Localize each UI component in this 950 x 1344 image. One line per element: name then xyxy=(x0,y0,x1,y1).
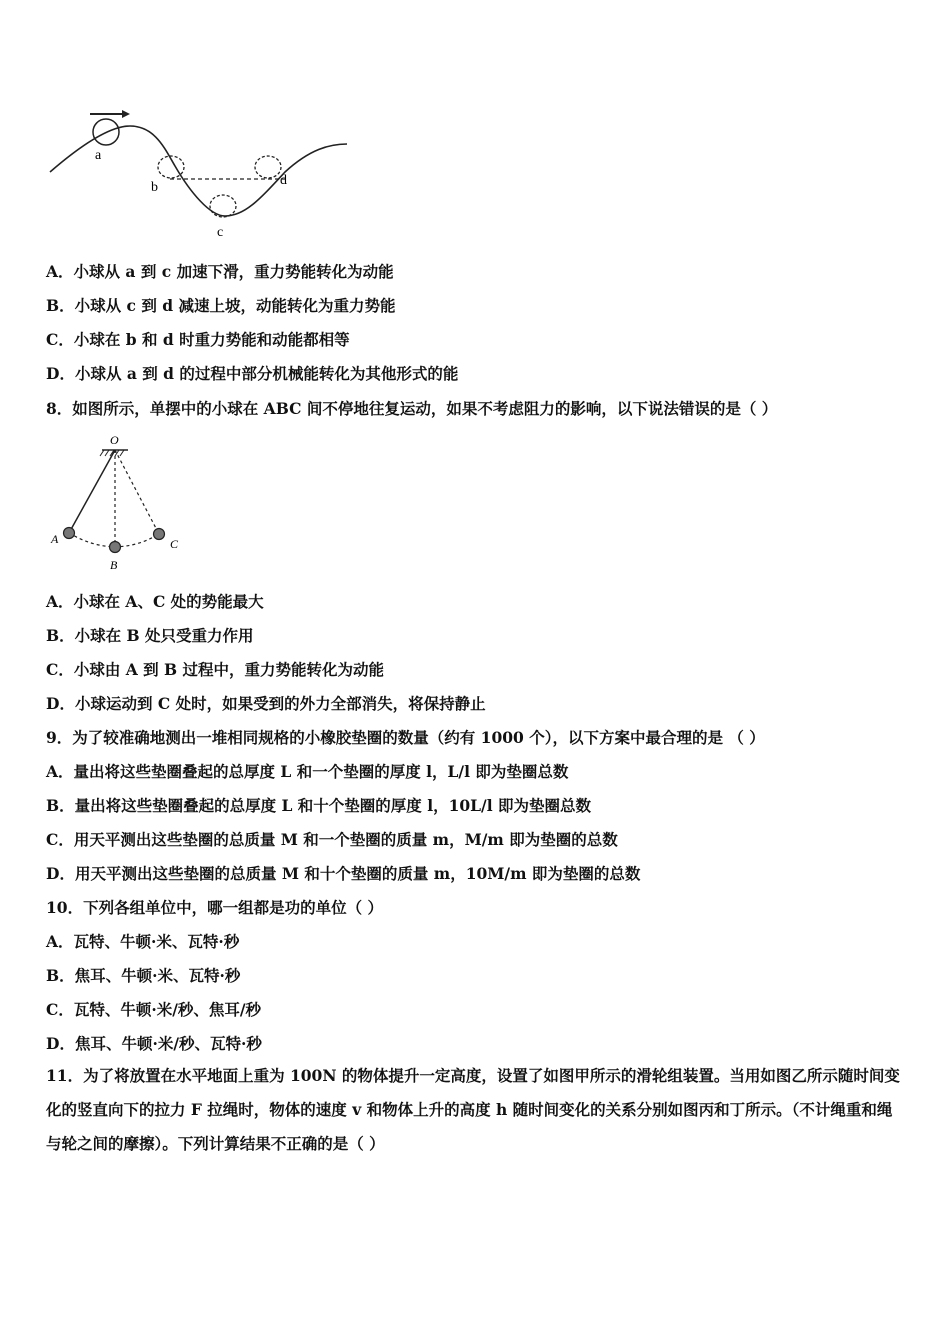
q8-option-c: C．小球由 A 到 B 过程中，重力势能转化为动能 xyxy=(46,660,385,679)
q9-option-c: C．用天平测出这些垫圈的总质量 M 和一个垫圈的质量 m，M/m 即为垫圈的总数 xyxy=(46,830,618,849)
label-c: C xyxy=(170,537,179,551)
q9-option-b: B．量出将这些垫圈叠起的总厚度 L 和十个垫圈的厚度 l，10L/l 即为垫圈总数 xyxy=(46,796,591,815)
q10-option-c: C．瓦特、牛顿·米/秒、焦耳/秒 xyxy=(46,1000,262,1019)
q9-option-d: D．用天平测出这些垫圈的总质量 M 和十个垫圈的质量 m，10M/m 即为垫圈的总数 xyxy=(46,864,641,883)
q7-option-d: D．小球从 a 到 d 的过程中部分机械能转化为其他形式的能 xyxy=(46,364,459,383)
string-c xyxy=(115,450,159,534)
q10-option-d: D．焦耳、牛顿·米/秒、瓦特·秒 xyxy=(46,1034,262,1053)
q10-option-b: B．焦耳、牛顿·米、瓦特·秒 xyxy=(46,966,241,985)
ball-c-dashed xyxy=(210,195,236,217)
q11-stem: 11．为了将放置在水平地面上重为 100N 的物体提升一定高度，设置了如图甲所示的滑轮组装置。当用如图乙所示随时间变化的竖直向下的拉力 F 拉绳时，物体的速度 v 和物体上升的高度 h 随时间变化的关系分别如图丙和丁所示。（不计绳重和绳与轮之间的摩擦）。下列计算结果不正确的是（ ） xyxy=(46,1066,900,1153)
label-c: c xyxy=(217,225,224,240)
q9-option-a: A．量出将这些垫圈叠起的总厚度 L 和一个垫圈的厚度 l，L/l 即为垫圈总数 xyxy=(46,762,569,781)
track-figure xyxy=(40,104,360,244)
q8-option-a: A．小球在 A、C 处的势能最大 xyxy=(46,592,264,611)
q10-option-a: A．瓦特、牛顿·米、瓦特·秒 xyxy=(46,932,240,951)
label-d: d xyxy=(280,173,287,188)
label-o: O xyxy=(110,433,119,447)
label-b: B xyxy=(110,558,118,572)
q10-stem: 10．下列各组单位中，哪一组都是功的单位（ ） xyxy=(46,898,383,917)
q8-option-d: D．小球运动到 C 处时，如果受到的外力全部消失，将保持静止 xyxy=(46,694,486,713)
ball-a xyxy=(64,528,75,539)
q9-stem: 9．为了较准确地测出一堆相同规格的小橡胶垫圈的数量（约有 1000 个），以下方案中最合理的是 （ ） xyxy=(46,728,765,747)
q7-option-c: C．小球在 b 和 d 时重力势能和动能都相等 xyxy=(46,330,350,349)
ball-c xyxy=(154,529,165,540)
string-a xyxy=(69,450,115,533)
arrow-head xyxy=(122,110,130,118)
q7-option-a: A．小球从 a 到 c 加速下滑，重力势能转化为动能 xyxy=(46,262,394,281)
q7-option-b: B．小球从 c 到 d 减速上坡，动能转化为重力势能 xyxy=(46,296,396,315)
pendulum-figure xyxy=(40,430,200,575)
ball-d-dashed xyxy=(255,156,281,178)
label-a: a xyxy=(95,148,102,163)
label-a: A xyxy=(51,532,59,546)
q8-option-b: B．小球在 B 处只受重力作用 xyxy=(46,626,254,645)
ball-b xyxy=(110,542,121,553)
label-b: b xyxy=(151,180,158,195)
q8-stem: 8．如图所示，单摆中的小球在 ABC 间不停地往复运动，如果不考虑阻力的影响，以下说法错误的是（ ） xyxy=(46,399,778,418)
